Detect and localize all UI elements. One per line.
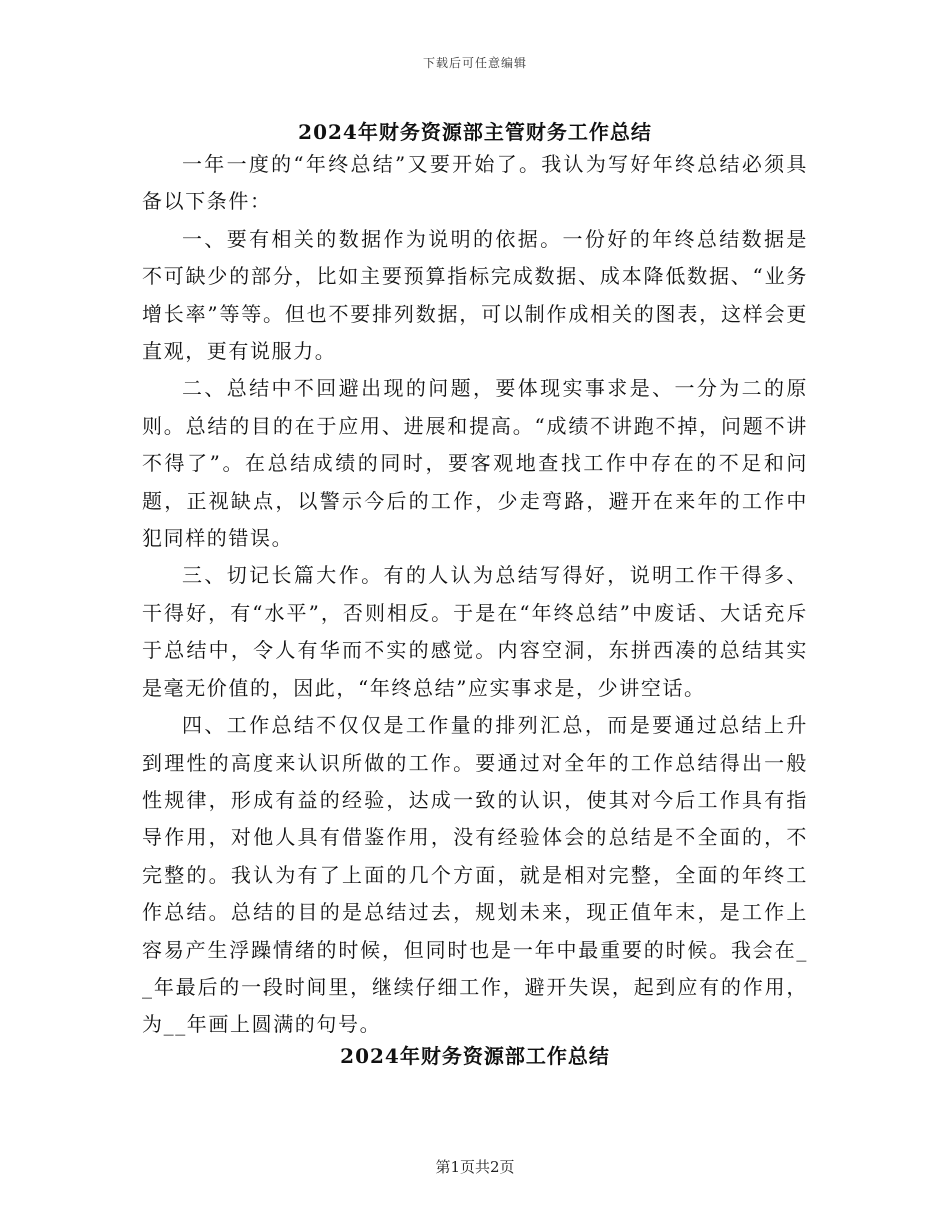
section-subtitle: 2024年财务资源部工作总结: [340, 1044, 610, 1068]
paragraph-point-2: 二、总结中不回避出现的问题，要体现实事求是、一分为二的原则。总结的目的在于应用、进展和提高。“成绩不讲跑不掉，问题不讲不得了”。在总结成绩的同时，要客观地查找工作中存在的不足和问题，正视缺点，以警示今后的工作，少走弯路，避开在来年的工作中犯同样的错误。: [142, 376, 808, 551]
document-title: 2024年财务资源部主管财务工作总结: [298, 120, 652, 144]
paragraph-point-4: 四、工作总结不仅仅是工作量的排列汇总，而是要通过总结上升到理性的高度来认识所做的工作。要通过对全年的工作总结得出一般性规律，形成有益的经验，达成一致的认识，使其对今后工作具有指导作用，对他人具有借鉴作用，没有经验体会的总结是不全面的，不完整的。我认为有了上面的几个方面，就是相对完整，全面的年终工作总结。总结的目的是总结过去，规划未来，现正值年末，是工作上容易产生浮躁情绪的时候，但同时也是一年中最重要的时候。我会在__年最后的一段时间里，继续仔细工作，避开失误，起到应有的作用，为__年画上圆满的句号。: [142, 713, 808, 1037]
document-body: [142, 146, 808, 1044]
paragraph-point-3: 三、切记长篇大作。有的人认为总结写得好，说明工作干得多、干得好，有“水平”，否则相反。于是在“年终总结”中废话、大话充斥于总结中，令人有华而不实的感觉。内容空洞，东拼西凑的总结其实是毫无价值的，因此，“年终总结”应实事求是，少讲空话。: [142, 563, 808, 700]
intro-paragraph: 一年一度的“年终总结”又要开始了。我认为写好年终总结必须具备以下条件：: [142, 152, 808, 214]
paragraph-point-1: 一、要有相关的数据作为说明的依据。一份好的年终总结数据是不可缺少的部分，比如主要预算指标完成数据、成本降低数据、“业务增长率”等等。但也不要排列数据，可以制作成相关的图表，这样会更直观，更有说服力。: [142, 226, 808, 364]
header-note: 下载后可任意编辑: [422, 56, 527, 70]
page-number: 第1页共2页: [435, 1158, 515, 1176]
